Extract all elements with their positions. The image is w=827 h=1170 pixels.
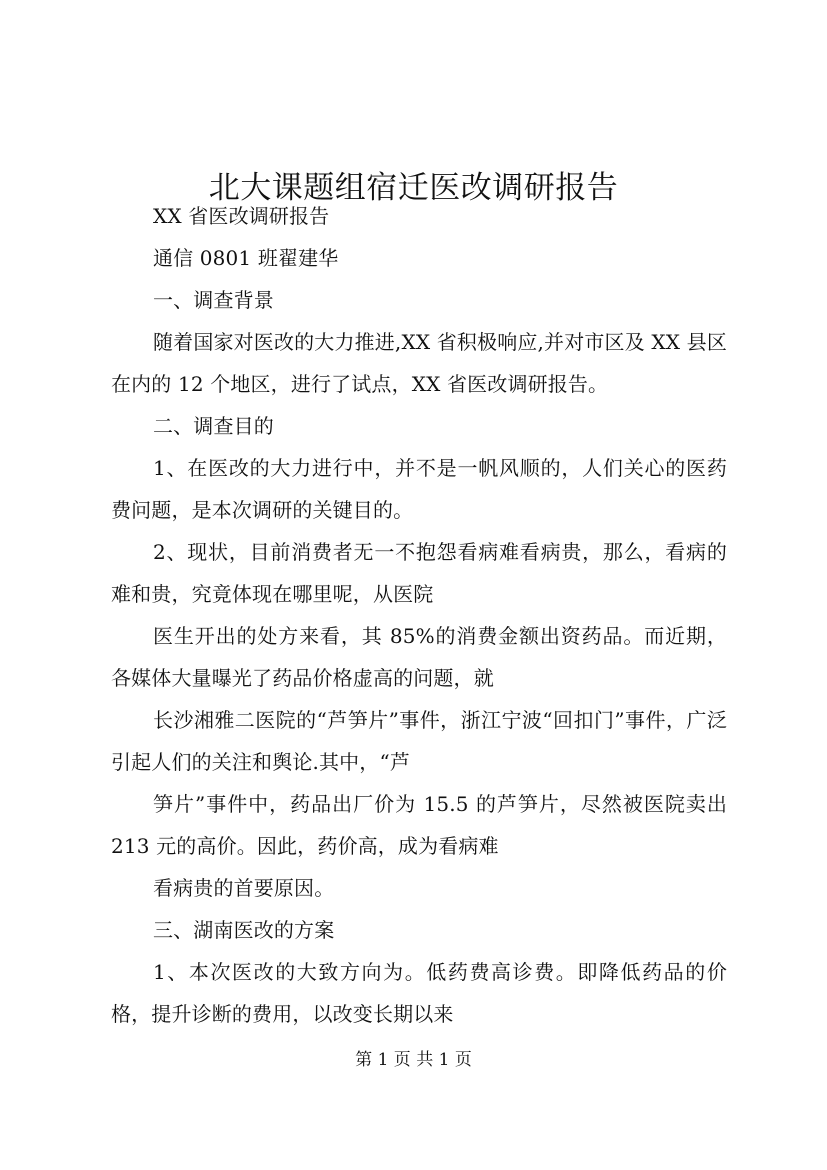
- section-heading-plan: 三、湖南医改的方案: [153, 918, 335, 942]
- paragraph-author: 通信 0801 班翟建华: [153, 246, 339, 270]
- paragraph-background: 随着国家对医改的大力推进,XX 省积极响应,并对市区及 XX 县区在内的 12 个地区，进行了试点，XX 省医改调研报告。: [111, 330, 727, 396]
- section-heading-background: 一、调查背景: [153, 288, 274, 312]
- paragraph-purpose-2: 2、现状，目前消费者无一不抱怨看病难看病贵，那么，看病的难和贵，究竟体现在哪里呢，从医院: [111, 540, 727, 606]
- section-heading-purpose: 二、调查目的: [153, 414, 274, 438]
- document-body: [111, 195, 727, 1035]
- paragraph-plan-1: 1、本次医改的大致方向为。低药费高诊费。即降低药品的价格，提升诊断的费用，以改变长期以来: [111, 960, 727, 1026]
- paragraph-purpose-6: 看病贵的首要原因。: [153, 876, 335, 900]
- document-title: 北大课题组宿迁医改调研报告: [208, 169, 619, 206]
- page-footer: 第 1 页 共 1 页: [355, 1050, 472, 1070]
- paragraph-subtitle: XX 省医改调研报告: [153, 204, 330, 228]
- paragraph-purpose-4: 长沙湘雅二医院的“芦笋片”事件，浙江宁波“回扣门”事件，广泛引起人们的关注和舆论.其中，“芦: [111, 708, 727, 774]
- paragraph-purpose-5: 笋片”事件中，药品出厂价为 15.5 的芦笋片，尽然被医院卖出 213 元的高价。因此，药价高，成为看病难: [111, 792, 727, 858]
- paragraph-purpose-1: 1、在医改的大力进行中，并不是一帆风顺的，人们关心的医药费问题，是本次调研的关键目的。: [111, 456, 727, 522]
- paragraph-purpose-3: 医生开出的处方来看，其 85%的消费金额出资药品。而近期，各媒体大量曝光了药品价格虚高的问题，就: [111, 624, 727, 690]
